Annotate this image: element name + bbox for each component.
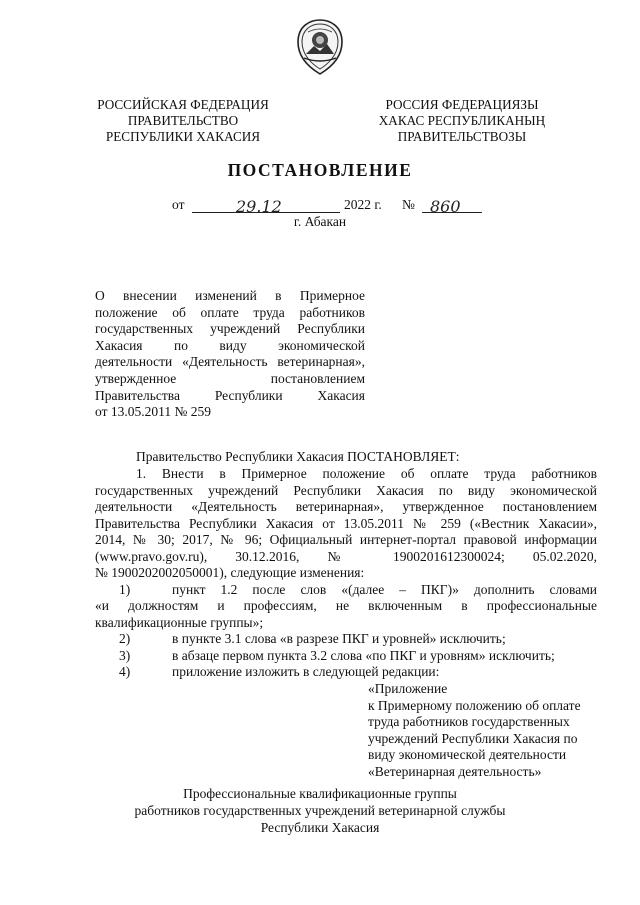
annex-line: «Ветеринарная деятельность» — [368, 763, 542, 779]
subitem-number: 1) — [119, 582, 131, 597]
section-heading — [0, 785, 640, 836]
subject-line: Хакасия по виду экономической — [95, 337, 365, 353]
subitem-text: приложение изложить в следующей редакции: — [172, 664, 440, 679]
subitem-number: 3) — [119, 648, 131, 663]
subitem-text: в абзаце первом пункта 3.2 слова «по ПКГ и уровням» исключить; — [172, 648, 555, 663]
subject-line: утвержденное постановлением — [95, 370, 365, 386]
subject-line: О внесении изменений в Примерное — [95, 288, 365, 303]
subject-line: положение об оплате труда работников — [95, 304, 365, 320]
subitem-1-continuation: квалификационные группы»; — [95, 615, 264, 630]
header-right — [352, 97, 572, 145]
header-left — [88, 97, 278, 145]
coat-of-arms-khakassia-icon — [294, 18, 346, 76]
subitem-text: пункт 1.2 после слов «(далее – ПКГ)» дополнить словами — [172, 582, 597, 597]
subitem-number: 4) — [119, 664, 131, 679]
section-heading-line: Республики Хакасия — [260, 820, 380, 835]
subject-line: Правительства Республики Хакасия — [95, 387, 365, 403]
city-label: г. Абакан — [293, 214, 347, 229]
subitem-text: в пункте 3.1 слова «в разрезе ПКГ и уровней» исключить; — [172, 631, 506, 646]
subitem-number: 2) — [119, 631, 131, 646]
header-right-line: ХАКАС РЕСПУБЛИКАНЫҢ — [378, 113, 546, 128]
handwritten-date: 29.12 — [236, 197, 282, 216]
number-sign: № — [402, 197, 415, 212]
item1-line: государственных учреждений Республики Хакасия по виду экономической — [95, 483, 597, 498]
header-left-line: РОССИЙСКАЯ ФЕДЕРАЦИЯ — [97, 97, 269, 112]
coat-of-arms-emblem — [294, 18, 346, 76]
annex-line: труда работников государственных — [368, 714, 570, 730]
header-left-line: РЕСПУБЛИКИ ХАКАСИЯ — [105, 129, 261, 144]
header-right-line: РОССИЯ ФЕДЕРАЦИЯЗЫ — [385, 97, 539, 112]
document-type-title: ПОСТАНОВЛЕНИЕ — [227, 160, 413, 180]
item1-line: Правительства Республики Хакасия от 13.05.2011 № 259 («Вестник Хакасии», — [95, 516, 597, 531]
subject-line: от 13.05.2011 № 259 — [95, 404, 211, 420]
header-right-line: ПРАВИТЕЛЬСТВОЗЫ — [397, 129, 527, 144]
section-heading-line: работников государственных учреждений ветеринарной службы — [134, 803, 506, 818]
header-left-line: ПРАВИТЕЛЬСТВО — [127, 113, 239, 128]
item1-line: (www.pravo.gov.ru), 30.12.2016, № 1900201612300024; 05.02.2020, — [95, 549, 597, 564]
annex-line: виду экономической деятельности — [368, 747, 567, 763]
subitem-1-continuation: «и должностям и профессиям, не включенным в профессиональные — [95, 598, 597, 613]
date-number-line — [172, 197, 492, 215]
subject-heading — [95, 288, 365, 421]
item1-line: № 1900202002050001), следующие изменения: — [95, 565, 365, 580]
annex-heading — [368, 681, 598, 781]
item1-line: 1. Внести в Примерное положение об оплате труда работников — [136, 466, 597, 481]
annex-line: к Примерному положению об оплате — [368, 697, 581, 713]
handwritten-number: 860 — [430, 197, 461, 216]
annex-line: учреждений Республики Хакасия по — [368, 730, 578, 746]
section-heading-line: Профессиональные квалификационные группы — [183, 786, 457, 801]
subject-line: государственных учреждений Республики — [95, 321, 365, 337]
year-label: 2022 г. — [344, 197, 382, 212]
subject-line: деятельности «Деятельность ветеринарная», — [95, 354, 365, 370]
annex-line: «Приложение — [368, 681, 448, 696]
item1-line: деятельности «Деятельность ветеринарная», утвержденное постановлением — [95, 499, 597, 514]
date-from-label: от — [172, 197, 185, 212]
preamble: Правительство Республики Хакасия ПОСТАНОВЛЯЕТ: — [136, 449, 460, 464]
item1-line: 2014, № 30; 2017, № 96; Официальный интернет-портал правовой информации — [95, 532, 597, 547]
